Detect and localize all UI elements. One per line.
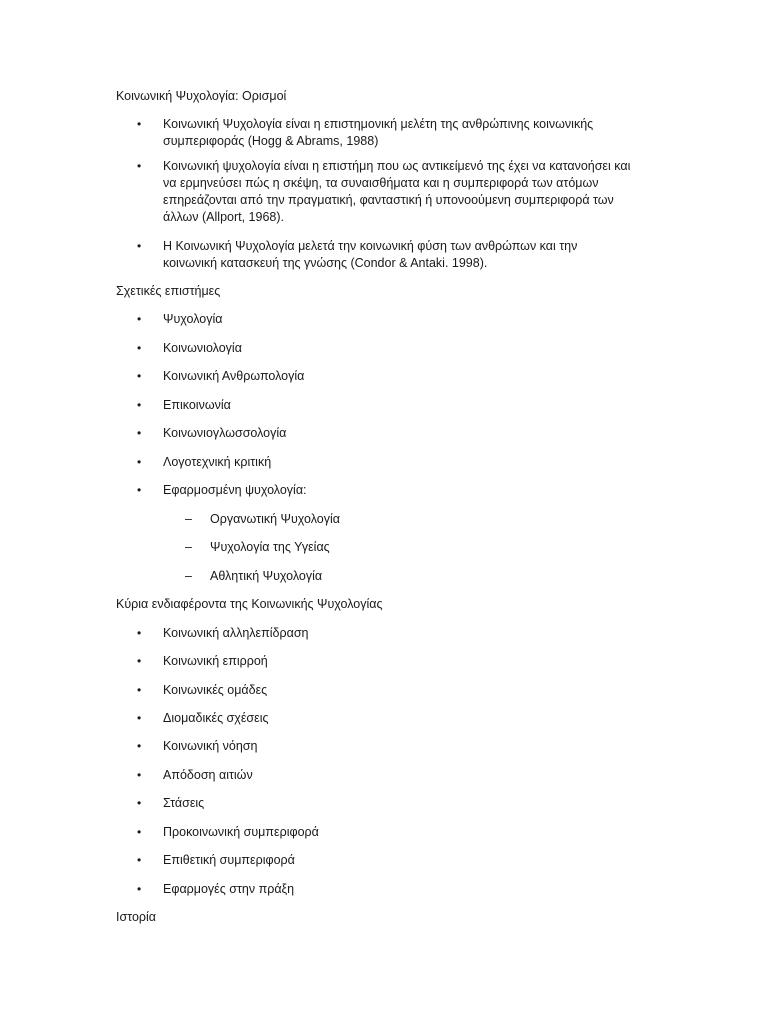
bullet: • bbox=[137, 626, 142, 640]
dash: – bbox=[185, 512, 192, 526]
bullet: • bbox=[137, 239, 142, 253]
heading-definitions: Κοινωνική Ψυχολογία: Ορισμοί bbox=[116, 89, 287, 103]
bullet: • bbox=[137, 369, 142, 383]
list-item: Κοινωνική νόηση bbox=[163, 739, 258, 753]
bullet: • bbox=[137, 825, 142, 839]
list-item: Εφαρμογές στην πράξη bbox=[163, 882, 295, 896]
sub-list-item: Ψυχολογία της Υγείας bbox=[210, 540, 330, 554]
list-item: Κοινωνική αλληλεπίδραση bbox=[163, 626, 309, 640]
bullet: • bbox=[137, 341, 142, 355]
bullet: • bbox=[137, 426, 142, 440]
bullet: • bbox=[137, 853, 142, 867]
heading-related-sciences: Σχετικές επιστήμες bbox=[116, 284, 221, 298]
bullet: • bbox=[137, 398, 142, 412]
list-item: Κοινωνική Ανθρωπολογία bbox=[163, 369, 305, 383]
list-item: Κοινωνιογλωσσολογία bbox=[163, 426, 287, 440]
bullet: • bbox=[137, 483, 142, 497]
bullet: • bbox=[137, 312, 142, 326]
bullet: • bbox=[137, 159, 142, 173]
bullet: • bbox=[137, 117, 142, 131]
list-item: Στάσεις bbox=[163, 796, 205, 810]
bullet: • bbox=[137, 882, 142, 896]
bullet: • bbox=[137, 455, 142, 469]
list-item: Κοινωνιολογία bbox=[163, 341, 242, 355]
heading-main-interests: Κύρια ενδιαφέροντα της Κοινωνικής Ψυχολογίας bbox=[116, 597, 383, 611]
heading-history: Ιστορία bbox=[116, 910, 157, 924]
sub-list-item: Αθλητική Ψυχολογία bbox=[210, 569, 323, 583]
bullet: • bbox=[137, 711, 142, 725]
dash: – bbox=[185, 540, 192, 554]
list-item: Διομαδικές σχέσεις bbox=[163, 711, 269, 725]
bullet: • bbox=[137, 796, 142, 810]
list-item: Κοινωνική επιρροή bbox=[163, 654, 268, 668]
list-item: Προκοινωνική συμπεριφορά bbox=[163, 825, 319, 839]
list-item: Λογοτεχνική κριτική bbox=[163, 455, 272, 469]
dash: – bbox=[185, 569, 192, 583]
bullet: • bbox=[137, 768, 142, 782]
bullet: • bbox=[137, 739, 142, 753]
bullet: • bbox=[137, 683, 142, 697]
list-item: Ψυχολογία bbox=[163, 312, 223, 326]
list-item: Επιθετική συμπεριφορά bbox=[163, 853, 295, 867]
sub-list-item: Οργανωτική Ψυχολογία bbox=[210, 512, 341, 526]
definition-item: Κοινωνική Ψυχολογία είναι η επιστημονική μελέτη της ανθρώπινης κοινωνικής συμπεριφοράς (Hogg & Abrams, 1988) bbox=[163, 117, 594, 148]
list-item: Επικοινωνία bbox=[163, 398, 231, 412]
list-item: Κοινωνικές ομάδες bbox=[163, 683, 268, 697]
list-item: Απόδοση αιτιών bbox=[163, 768, 253, 782]
definition-item: Κοινωνική ψυχολογία είναι η επιστήμη που ως αντικείμενό της έχει να κατανοήσει και να ερμηνεύσει πώς η σκέψη, τα συναισθήματα και η συμπεριφορά των ατόμων επηρεάζονται από την πραγματική, φανταστική ή υπονοούμενη συμπεριφορά των άλλων (Allport, 1968). bbox=[163, 159, 631, 224]
list-item: Εφαρμοσμένη ψυχολογία: bbox=[163, 483, 307, 497]
definition-item: Η Κοινωνική Ψυχολογία μελετά την κοινωνική φύση των ανθρώπων και την κοινωνική κατασκευή της γνώσης (Condor & Antaki. 1998). bbox=[163, 239, 578, 270]
bullet: • bbox=[137, 654, 142, 668]
